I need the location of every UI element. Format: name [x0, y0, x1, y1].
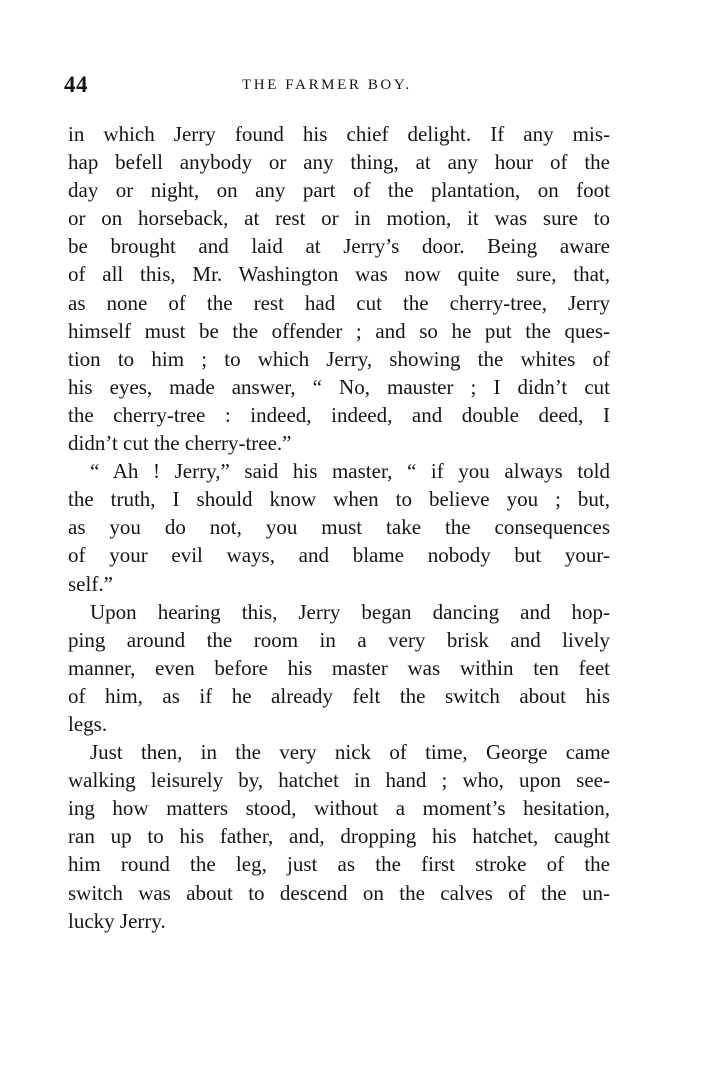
text-line: of him, as if he already felt the switch about his — [68, 683, 610, 708]
text-line: the cherry-tree : indeed, indeed, and double deed, I — [68, 402, 610, 427]
text-line: lucky Jerry. — [68, 908, 166, 933]
text-line: him round the leg, just as the first stroke of the — [68, 852, 610, 877]
page-number: 44 — [64, 72, 88, 97]
text-line: his eyes, made answer, “ No, mauster ; I didn’t cut — [68, 374, 610, 399]
text-line: day or night, on any part of the plantation, on foot — [68, 178, 610, 203]
text-line: Just then, in the very nick of time, George came — [90, 740, 610, 765]
text-line: legs. — [68, 711, 108, 736]
text-line: or on horseback, at rest or in motion, it was sure to — [68, 206, 610, 231]
body-text — [68, 120, 610, 935]
text-line: ping around the room in a very brisk and lively — [68, 627, 610, 652]
page-header — [64, 72, 614, 102]
text-line: walking leisurely by, hatchet in hand ; who, upon see- — [68, 768, 610, 793]
text-line: manner, even before his master was within ten feet — [68, 655, 610, 680]
text-line: tion to him ; to which Jerry, showing the whites of — [68, 346, 610, 371]
text-line: in which Jerry found his chief delight. If any mis- — [68, 122, 610, 146]
text-line: as none of the rest had cut the cherry-tree, Jerry — [68, 290, 610, 315]
text-line: of your evil ways, and blame nobody but your- — [68, 543, 610, 568]
text-line: ran up to his father, and, dropping his hatchet, caught — [68, 824, 610, 849]
text-line: the truth, I should know when to believe you ; but, — [68, 487, 610, 512]
text-line: of all this, Mr. Washington was now quite sure, that, — [68, 262, 610, 287]
text-line: himself must be the offender ; and so he put the ques- — [68, 318, 610, 343]
text-line: didn’t cut the cherry-tree.” — [68, 431, 292, 456]
text-line: “ Ah ! Jerry,” said his master, “ if you always told — [90, 459, 610, 484]
running-title: THE FARMER BOY. — [242, 77, 412, 93]
text-line: as you do not, you must take the consequences — [68, 515, 610, 540]
text-line: be brought and laid at Jerry’s door. Being aware — [68, 234, 610, 259]
text-line: Upon hearing this, Jerry began dancing and hop- — [90, 599, 610, 624]
text-line: self.” — [68, 571, 113, 596]
text-line: ing how matters stood, without a moment’s hesitation, — [68, 796, 610, 821]
text-line: hap befell anybody or any thing, at any hour of the — [68, 150, 610, 175]
text-line: switch was about to descend on the calves of the un- — [68, 880, 610, 905]
